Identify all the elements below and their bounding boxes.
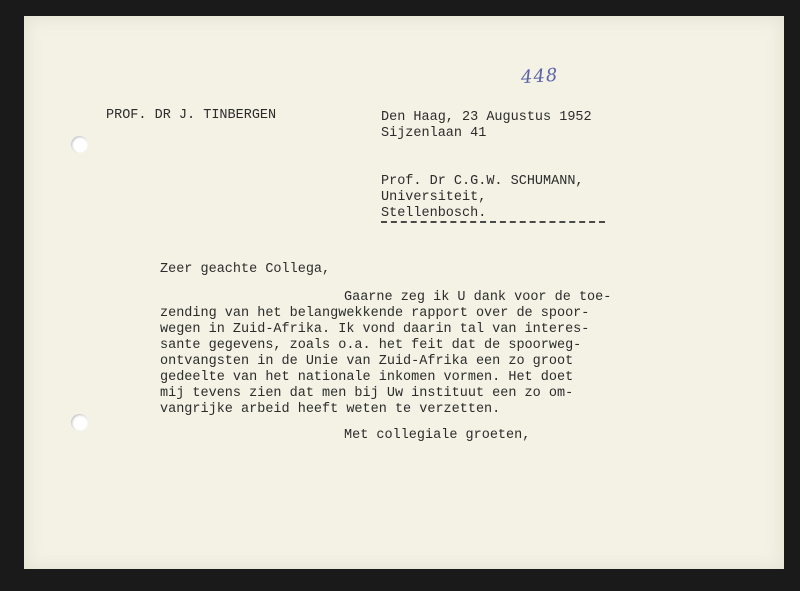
- recipient-city: Stellenbosch.: [381, 206, 487, 221]
- letter-body: [160, 290, 611, 418]
- handwritten-archive-number: 448: [520, 64, 560, 89]
- punch-hole-top: [71, 136, 88, 153]
- body-line: sante gegevens, zoals o.a. het feit dat de spoorweg-: [160, 338, 582, 353]
- sender-address: Sijzenlaan 41: [381, 126, 487, 141]
- punch-hole-bottom: [71, 414, 88, 431]
- body-line: mij tevens zien dat men bij Uw instituut een zo om-: [160, 386, 574, 401]
- place-and-date: Den Haag, 23 Augustus 1952: [381, 110, 592, 125]
- body-line: zending van het belangwekkende rapport over de spoor-: [160, 306, 590, 321]
- closing-greeting: Met collegiale groeten,: [344, 428, 531, 443]
- body-line: vangrijke arbeid heeft weten te verzetten.: [160, 402, 501, 417]
- salutation: Zeer geachte Collega,: [160, 262, 331, 277]
- body-line: Gaarne zeg ik U dank voor de toe-: [344, 290, 612, 305]
- body-line: gedeelte van het nationale inkomen vormen. Het doet: [160, 370, 574, 385]
- recipient-institution: Universiteit,: [381, 190, 487, 205]
- recipient-city-underline: [381, 221, 605, 223]
- body-line: ontvangsten in de Unie van Zuid-Afrika een zo groot: [160, 354, 574, 369]
- recipient-name: Prof. Dr C.G.W. SCHUMANN,: [381, 174, 584, 189]
- body-line: wegen in Zuid-Afrika. Ik vond daarin tal van interes-: [160, 322, 590, 337]
- sender-name: PROF. DR J. TINBERGEN: [106, 108, 277, 123]
